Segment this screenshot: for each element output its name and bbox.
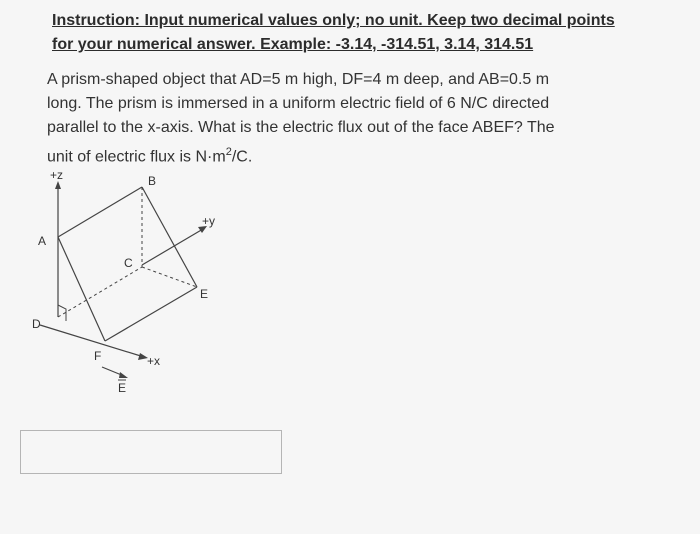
label-x: +x	[147, 354, 161, 368]
flux-unit-exponent: 2	[225, 146, 232, 158]
question-line-2: long. The prism is immersed in a uniform electric field of 6 N/C directed	[47, 95, 550, 112]
edge-CE-hidden	[142, 267, 197, 287]
field-arrow-head	[119, 372, 128, 378]
edge-AB	[58, 187, 142, 237]
label-F: F	[94, 349, 102, 363]
label-D: D	[32, 317, 41, 331]
label-B: B	[148, 174, 157, 188]
question-line-3: parallel to the x-axis. What is the electric flux out of the face ABEF? The	[47, 119, 555, 136]
question-text	[47, 68, 617, 169]
label-E: E	[200, 287, 209, 301]
y-axis	[142, 229, 203, 265]
question-line-1: A prism-shaped object that AD=5 m high, DF=4 m deep, and AB=0.5 m	[47, 71, 550, 88]
instruction-text	[52, 9, 632, 57]
label-y: +y	[202, 214, 216, 228]
instruction-line-1: Instruction: Input numerical values only; no unit. Keep two decimal points	[52, 12, 615, 29]
z-axis-arrow	[55, 181, 61, 189]
prism-diagram	[20, 165, 220, 405]
edge-FE	[105, 287, 197, 341]
answer-input[interactable]	[20, 430, 282, 474]
label-C: C	[124, 256, 133, 270]
instruction-line-2: for your numerical answer. Example: -3.14, -314.51, 3.14, 314.51	[52, 36, 534, 53]
edge-DC-hidden	[58, 267, 142, 317]
label-z: +z	[50, 168, 64, 182]
edge-AF	[58, 237, 105, 341]
label-field-E: E	[118, 381, 127, 395]
flux-unit-suffix: /C.	[231, 148, 253, 166]
flux-unit-prefix: unit of electric flux is N·m	[47, 148, 226, 166]
x-axis	[40, 325, 144, 357]
label-A: A	[38, 234, 47, 248]
